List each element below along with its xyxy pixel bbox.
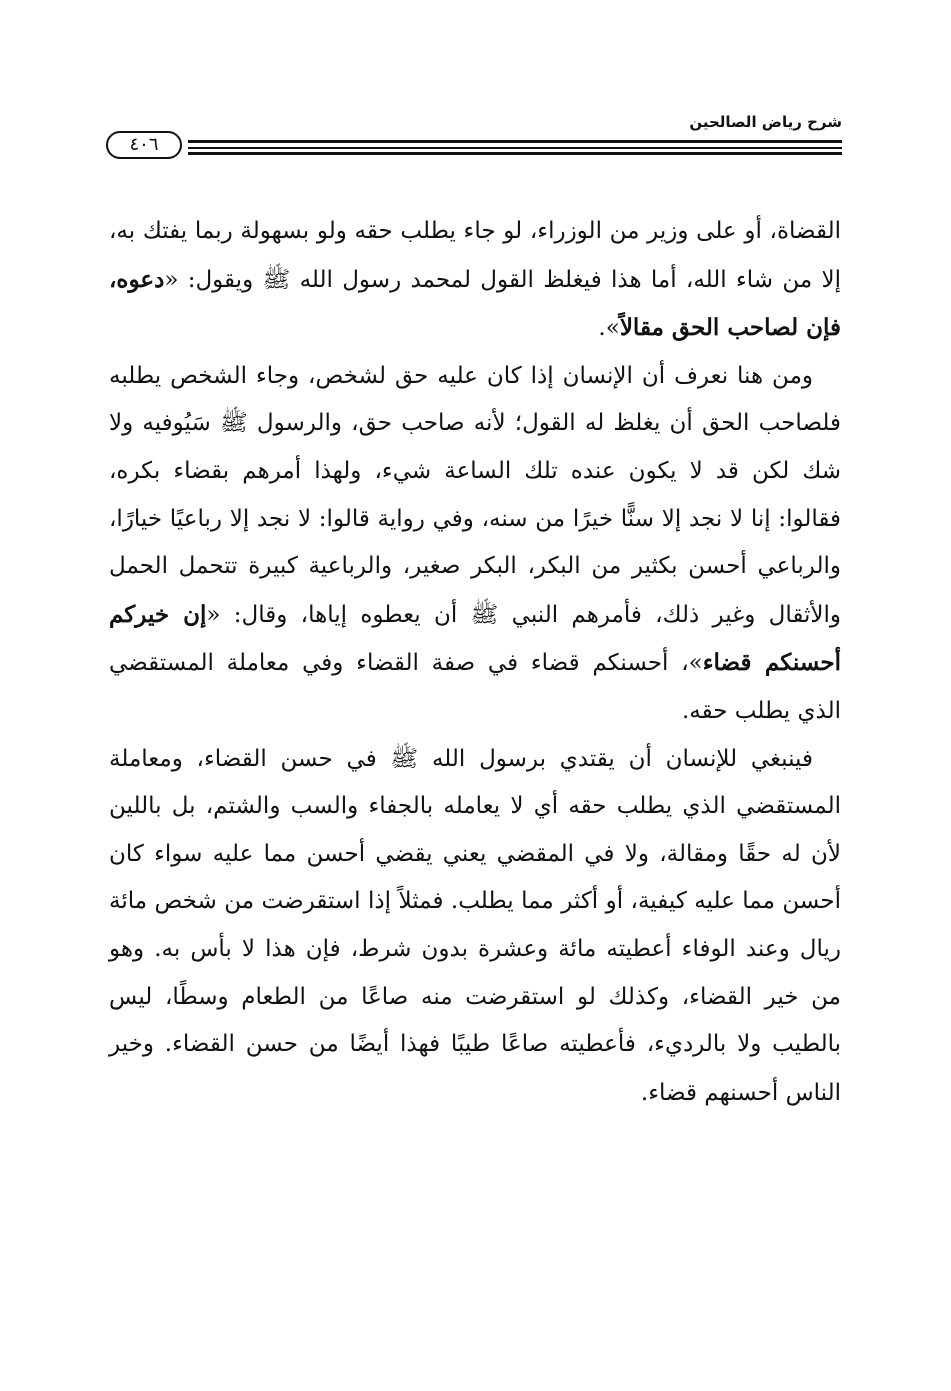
header-rule-top: [98, 140, 842, 143]
paragraph-2-text: ومن هنا نعرف أن الإنسان إذا كان عليه حق لشخص، وجاء الشخص يطلبه فلصاحب الحق أن يغلظ له القول؛ لأنه صاحب حق، والرسول ﷺ سَيُوفيه ولا شك لكن قد لا يكون عنده تلك الساعة شيء، ولهذا أمرهم بقضاء بكره، فقالوا: إنا لا نجد إلا سنًّا خيرًا من سنه، وفي رواية قالوا: لا نجد إلا رباعيًا خيارًا، والرباعي أحسن بكثير من البكر، البكر صغير، والرباعية كبيرة تتحمل الحمل والأثقال وغير ذلك، فأمرهم النبي ﷺ أن يعطوه إياها، وقال: «: [109, 362, 841, 628]
page-number: ٤٠٦: [106, 131, 182, 159]
header-rule-middle: [98, 147, 842, 149]
paragraph-1-text: القضاة، أو على وزير من الوزراء، لو جاء يطلب حقه ولو بسهولة ربما يفتك به، إلا من شاء الله، أما هذا فيغلظ القول لمحمد رسول الله ﷺ ويقول: «: [109, 218, 841, 293]
paragraph-3-text: فينبغي للإنسان أن يقتدي برسول الله ﷺ في حسن القضاء، ومعاملة المستقضي الذي يطلب حقه أي لا يعامله بالجفاء والسب والشتم، بل باللين لأن له حقًا ومقالة، ولا في المقضي يعني يقضي أحسن مما عليه سواء كان أحسن مما عليه كيفية، أو أكثر مما يطلب. فمثلاً إذا استقرضت من شخص مائة ريال وعند الوفاء أعطيته مائة وعشرة بدون شرط، فإن هذا لا بأس به. وهو من خير القضاء، وكذلك لو استقرضت منه صاعًا من الطعام وسطًا، ليس بالطيب ولا بالرديء، فأعطيته صاعًا طيبًا فهذا أيضًا من حسن القضاء. وخير الناس أحسنهم قضاء.: [109, 745, 841, 1106]
paragraph-1: [109, 208, 841, 353]
paragraph-3: [109, 736, 841, 1118]
hadith-quote-2: إن خيركم أحسنكم قضاء: [109, 600, 841, 677]
page-header: [98, 112, 842, 162]
header-rule-bottom: [98, 152, 842, 155]
hadith-quote-1: دعوه، فإن لصاحب الحق مقالاً: [109, 265, 841, 342]
book-title: شرح رياض الصالحين: [689, 113, 842, 131]
paragraph-2-text-end: »، أحسنكم قضاء في صفة القضاء وفي معاملة المستقضي الذي يطلب حقه.: [109, 650, 841, 724]
paragraph-2: [109, 353, 841, 736]
paragraph-1-text-end: ».: [598, 315, 620, 342]
page-number-container: [98, 131, 188, 163]
body-text: [109, 208, 841, 1117]
